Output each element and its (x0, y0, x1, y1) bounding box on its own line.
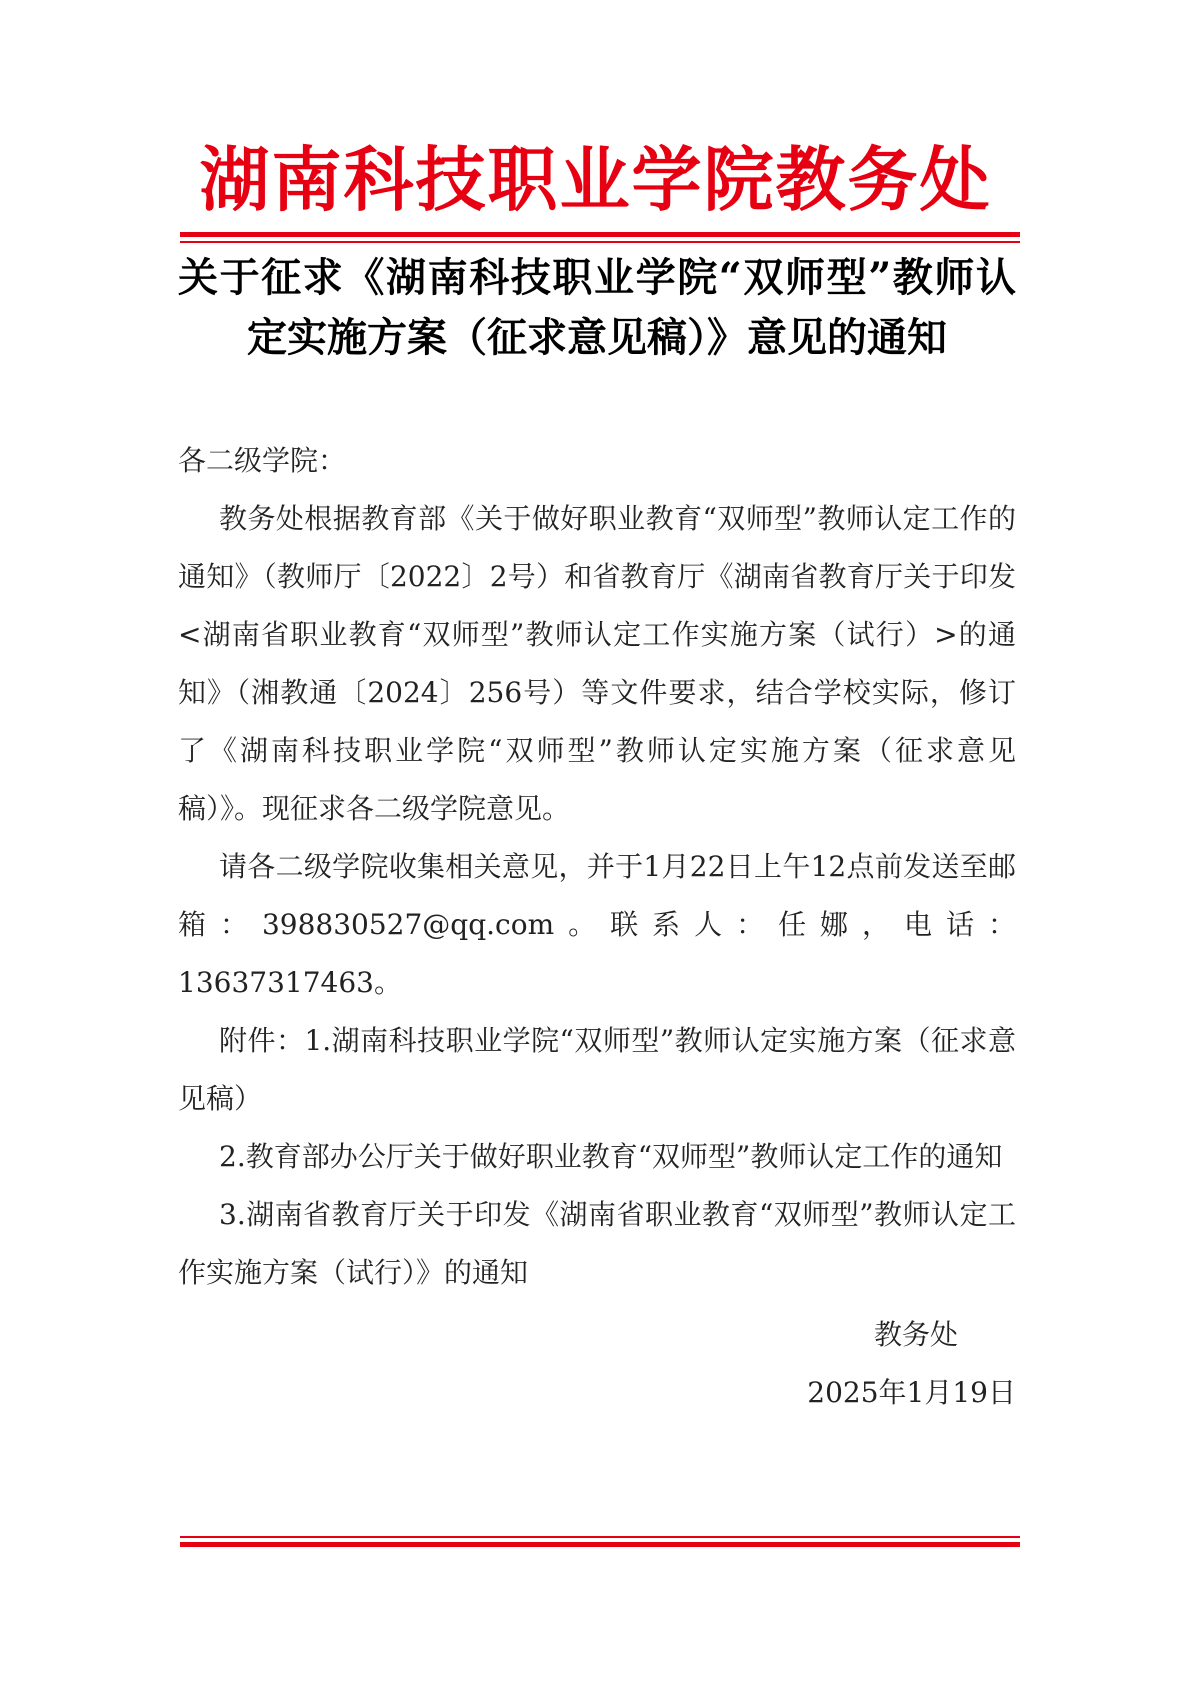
masthead-org-name: 湖南科技职业学院教务处 (199, 138, 992, 221)
footer-rule-thick (180, 1542, 1020, 1547)
attachment-item-3: 3.湖南省教育厅关于印发《湖南省职业教育“双师型”教师认定工作实施方案（试行）》的通知 (178, 1198, 1016, 1289)
attachment-item-1: 附件：1.湖南科技职业学院“双师型”教师认定实施方案（征求意见稿） (178, 1024, 1016, 1115)
body-paragraph-2: 请各二级学院收集相关意见，并于1月22日上午12点前发送至邮箱：398830527@qq.com。联系人：任娜，电话：13637317463。 (178, 850, 1016, 999)
salutation: 各二级学院： (178, 444, 347, 477)
document-title: 关于征求《湖南科技职业学院“双师型”教师认定实施方案（征求意见稿）》意见的通知 (178, 254, 1016, 361)
attachment-item-2: 2.教育部办公厅关于做好职业教育“双师型”教师认定工作的通知 (219, 1140, 1003, 1173)
signature: 教务处 (873, 1318, 958, 1351)
document-body (178, 432, 1016, 1422)
issue-date: 2025年1月19日 (807, 1376, 1016, 1409)
masthead-rule-thick (180, 232, 1020, 237)
masthead-rule-thin (180, 241, 1020, 243)
footer-rule-thin (180, 1536, 1020, 1538)
body-paragraph-1: 教务处根据教育部《关于做好职业教育“双师型”教师认定工作的通知》（教师厅〔2022〕2号）和省教育厅《湖南省教育厅关于印发<湖南省职业教育“双师型”教师认定工作实施方案（试行）>的通知》（湘教通〔2024〕256号）等文件要求，结合学校实际，修订了《湖南科技职业学院“双师型”教师认定实施方案（征求意见稿）》。现征求各二级学院意见。 (178, 502, 1016, 825)
